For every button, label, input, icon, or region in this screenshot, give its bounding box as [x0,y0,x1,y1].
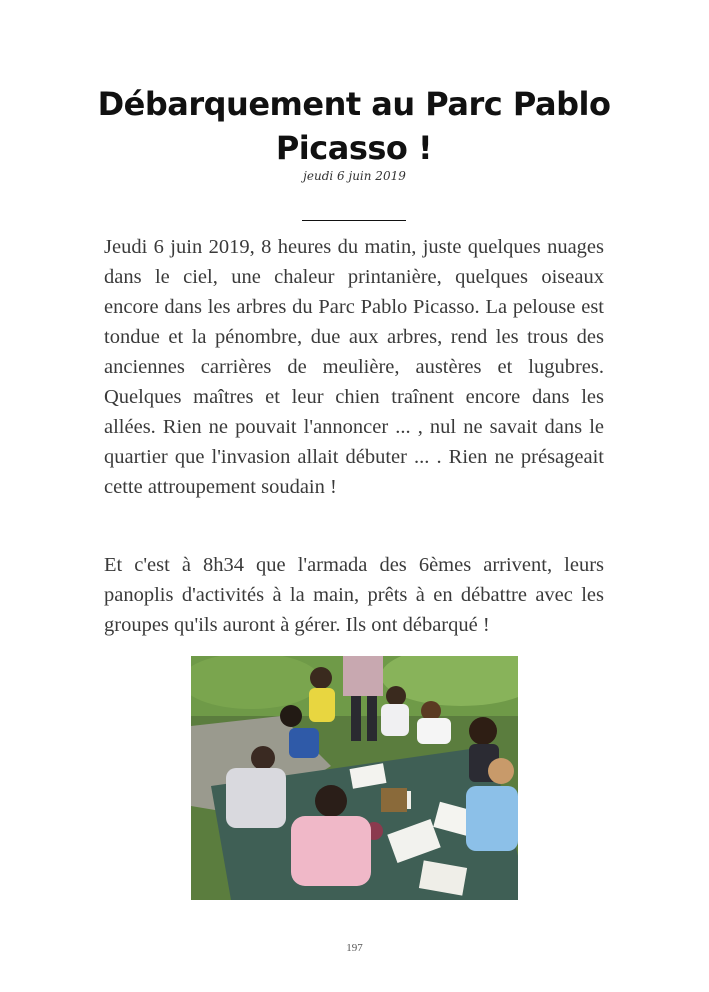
paragraph-arrival: Et c'est à 8h34 que l'armada des 6èmes arrivent, leurs panoplis d'activités à la main, prêts à en débattre avec les groupes qu'ils auront à gérer. Ils ont débarqué ! [104,554,604,636]
title-separator [302,220,406,221]
article-title: Débarquement au Parc Pablo Picasso ! [97,85,611,167]
article-date: jeudi 6 juin 2019 [303,169,406,183]
group-activity-photo [191,656,518,900]
paragraph-intro: Jeudi 6 juin 2019, 8 heures du matin, juste quelques nuages dans le ciel, une chaleur printanière, quelques oiseaux encore dans les arbres du Parc Pablo Picasso. La pelouse est tondue et la pénombre, due aux arbres, rend les trous des anciennes carrières de meulière, austères et lugubres. Quelques maîtres et leur chien traînent encore dans les allées. Rien ne pouvait l'annoncer ... , nul ne savait dans le quartier que l'invasion allait débuter ... . Rien ne présageait cette attroupement soudain ! [104,236,604,498]
page-number: 197 [346,942,363,954]
